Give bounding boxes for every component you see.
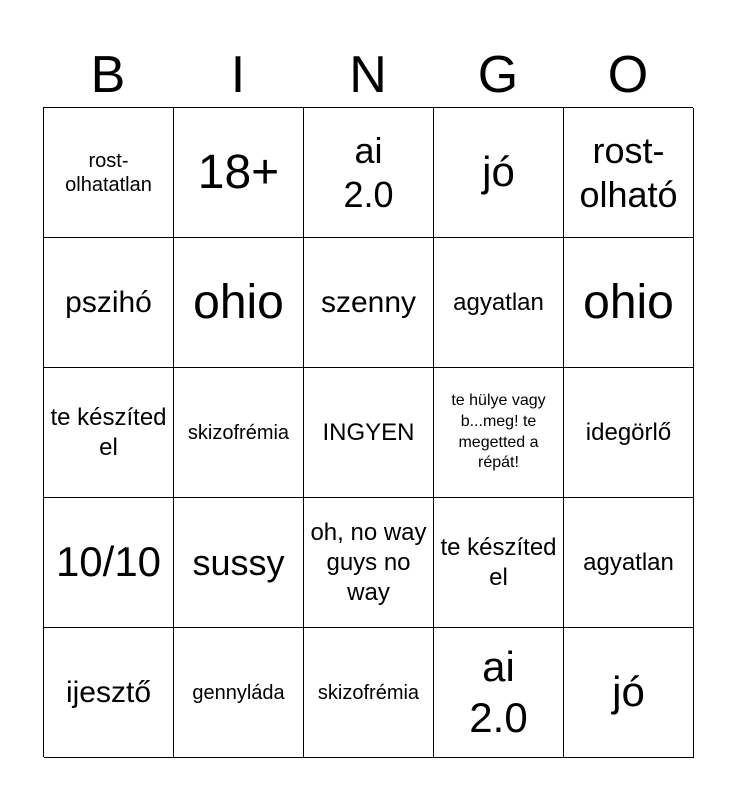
bingo-cell[interactable]: skizofrémia [304,628,434,758]
bingo-cell[interactable]: pszihó [44,238,174,368]
header-letter-n: N [349,46,387,104]
bingo-cell[interactable]: jó [434,108,564,238]
bingo-cell[interactable]: ai 2.0 [434,628,564,758]
bingo-cell[interactable]: idegörlő [564,368,694,498]
bingo-cell[interactable]: agyatlan [434,238,564,368]
bingo-cell[interactable]: te készíted el [434,498,564,628]
bingo-cell[interactable]: ohio [174,238,304,368]
header-letter-g: G [477,46,519,104]
bingo-cell[interactable]: sussy [174,498,304,628]
header-letter-i: I [230,46,246,104]
bingo-cell[interactable]: szenny [304,238,434,368]
bingo-cell[interactable]: INGYEN [304,368,434,498]
bingo-grid [43,107,693,757]
header-letter-b: B [90,46,126,104]
bingo-cell[interactable]: rost-olható [564,108,694,238]
bingo-cell[interactable]: te készíted el [44,368,174,498]
bingo-cell[interactable]: 10/10 [44,498,174,628]
bingo-cell[interactable]: ijesztő [44,628,174,758]
bingo-header [43,44,693,106]
bingo-cell[interactable]: 18+ [174,108,304,238]
bingo-cell[interactable]: jó [564,628,694,758]
bingo-cell[interactable]: skizofrémia [174,368,304,498]
bingo-cell[interactable]: agyatlan [564,498,694,628]
bingo-cell[interactable]: rost-olhatatlan [44,108,174,238]
bingo-cell[interactable]: gennyláda [174,628,304,758]
bingo-cell[interactable]: ai 2.0 [304,108,434,238]
header-letter-o: O [607,46,649,104]
bingo-cell[interactable]: oh, no way guys no way [304,498,434,628]
bingo-cell[interactable]: ohio [564,238,694,368]
bingo-cell[interactable]: te hülye vagy b...meg! te megetted a répát! [434,368,564,498]
